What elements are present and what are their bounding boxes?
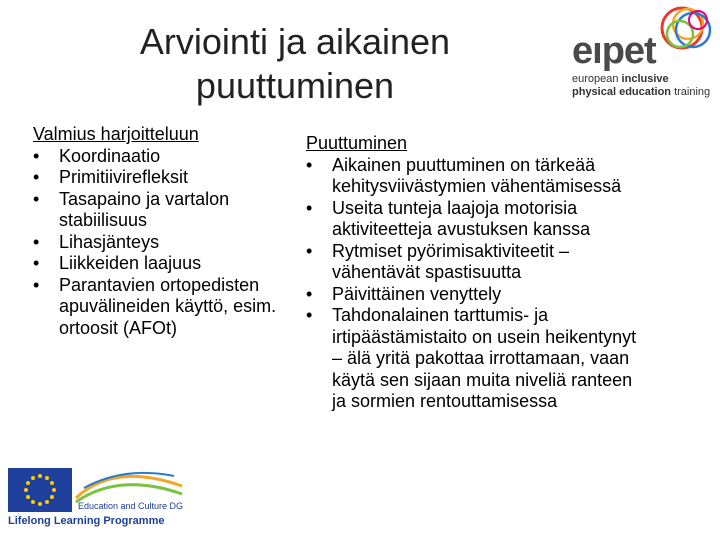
- bullet: •: [306, 197, 313, 218]
- list-item: • Aikainen puuttuminen on tärkeää kehitysviivästymien vähentämisessä: [306, 154, 622, 196]
- left-column: [33, 124, 313, 339]
- bullet: •: [33, 188, 40, 209]
- slide-title-line2: puuttuminen: [195, 65, 395, 106]
- list-item: • Useita tunteja laajoja motorisia aktiviteetteja avustuksen kanssa: [306, 197, 591, 239]
- list-item: • Primitiivirefleksit: [33, 167, 189, 187]
- list-item: • Parantavien ortopedisten apuvälineiden käyttö, esim. ortoosit (AFOt): [33, 274, 277, 338]
- logo-tagline-2: physical education training: [572, 86, 711, 98]
- bullet: •: [33, 145, 40, 166]
- list-item: • Koordinaatio: [33, 145, 161, 166]
- education-culture-dg-label: Education and Culture DG: [78, 501, 184, 511]
- left-heading: Valmius harjoitteluun: [33, 124, 199, 144]
- list-item: • Päivittäinen venyttely: [306, 283, 502, 304]
- slide-title: [60, 20, 530, 108]
- eu-flag-icon: [8, 468, 72, 512]
- right-column: [306, 133, 646, 413]
- list-item: • Rytmiset pyörimisaktiviteetit – vähentävät spastisuutta: [306, 240, 570, 282]
- eipet-logo-text: eıpet: [572, 30, 656, 72]
- bullet: •: [306, 154, 313, 175]
- list-item: • Lihasjänteys: [33, 231, 160, 252]
- slide-title-line1: Arviointi ja aikainen: [139, 21, 451, 62]
- list-item: • Tasapaino ja vartalon stabiilisuus: [33, 188, 230, 230]
- list-item: • Liikkeiden laajuus: [33, 253, 202, 273]
- list-item: • Tahdonalainen tarttumis- ja irtipäästämistaito on usein heikentynyt – älä yritä pakottaa irrottamaan, vaan käytä sen sijaan muita niveliä ranteen ja sormien rentouttamisessa: [306, 305, 637, 411]
- bullet: •: [33, 253, 40, 273]
- bullet: •: [306, 240, 313, 261]
- bullet: •: [33, 167, 40, 187]
- llp-swoosh-icon: [74, 468, 184, 504]
- bullet: •: [33, 274, 40, 295]
- right-list: [306, 155, 646, 413]
- left-list: [33, 146, 313, 340]
- logo-tagline-1: european inclusive: [572, 73, 669, 85]
- bullet: •: [306, 305, 313, 325]
- bullet: •: [306, 283, 313, 304]
- right-heading: Puuttuminen: [306, 133, 408, 153]
- bullet: •: [33, 231, 40, 252]
- lifelong-learning-programme-label: Lifelong Learning Programme: [8, 515, 165, 527]
